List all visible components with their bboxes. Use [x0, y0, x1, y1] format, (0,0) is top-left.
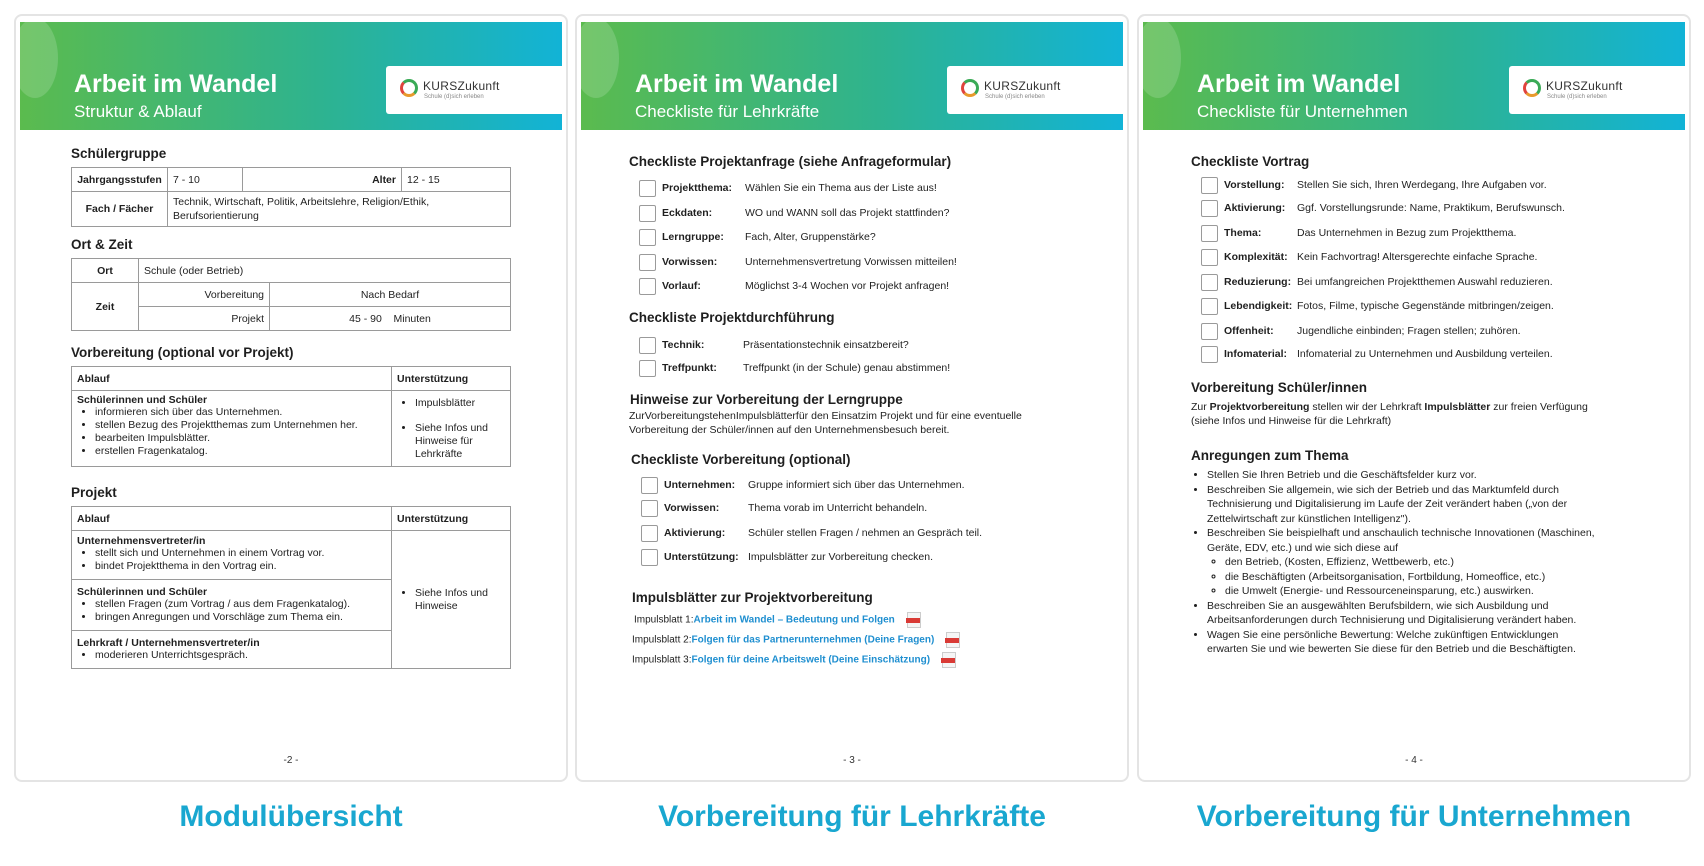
caption-lehrkraefte: Vorbereitung für Lehrkräfte	[658, 800, 1046, 833]
list-item: • moderieren Unterrichtsgespräch.	[95, 649, 386, 662]
page-title: Arbeit im Wandel	[1197, 70, 1401, 98]
kurszukunft-logo	[1509, 66, 1685, 114]
checklist-item[interactable]	[629, 202, 949, 224]
checklist-item[interactable]	[1191, 295, 1554, 317]
list-item	[1207, 526, 1601, 599]
pdf-icon[interactable]	[907, 612, 921, 628]
checklist-key: Unternehmen:	[664, 479, 736, 491]
pdf-icon[interactable]	[942, 652, 956, 668]
impuls-item	[632, 632, 960, 648]
list-item: • Beschreiben Sie allgemein, wie sich der Betrieb und das Marktumfeld durch Technisierung und Digitalisierung im Laufe der Zeit verändert haben („von der Zettelwirtschaft zur künstlichen Intelligenz").	[1207, 483, 1601, 527]
section-heading: Schülergruppe	[71, 146, 167, 161]
checkbox[interactable]	[641, 549, 658, 566]
checklist-value: Unternehmensvertretung Vorwissen mitteilen!	[745, 256, 957, 268]
section-heading: Checkliste Vorbereitung (optional)	[631, 452, 851, 467]
text-run-bold: Projektvorbereitung	[1209, 401, 1310, 413]
checkbox[interactable]	[639, 337, 656, 354]
logo-tagline: Schule (d)sich erleben	[424, 94, 484, 100]
list-item: • bearbeiten Impulsblätter.	[95, 432, 386, 445]
vorbereitung-text	[1191, 400, 1601, 428]
checkbox[interactable]	[1201, 225, 1218, 242]
checklist-item[interactable]	[629, 177, 937, 199]
table-header: Ablauf	[72, 507, 392, 531]
support-list	[397, 397, 505, 461]
page-banner	[1143, 22, 1685, 130]
checkbox[interactable]	[639, 254, 656, 271]
list-item: • erstellen Fragenkatalog.	[95, 445, 386, 458]
ablauf-cell	[72, 531, 392, 669]
table-label: Zeit	[72, 283, 139, 331]
checklist-value: Schüler stellen Fragen / nehmen an Gespräch teil.	[748, 527, 983, 539]
table-label: Ort	[72, 259, 139, 283]
page-banner	[581, 22, 1123, 130]
logo-name: KURSZukunft	[984, 79, 1061, 93]
checklist-value: Gruppe informiert sich über das Unternehmen.	[748, 479, 965, 491]
checkbox[interactable]	[1201, 249, 1218, 266]
schuelergruppe-table	[71, 167, 511, 227]
sub-list-item: ◦ den Betrieb, (Kosten, Effizienz, Wettbewerb, etc.)	[1225, 555, 1601, 570]
checklist-key: Reduzierung:	[1224, 276, 1292, 288]
checkbox[interactable]	[641, 477, 658, 494]
checklist-value: Impulsblätter zur Vorbereitung checken.	[748, 551, 934, 563]
checklist-key: Unterstützung:	[664, 551, 739, 563]
checkbox[interactable]	[1201, 177, 1218, 194]
checklist-key: Komplexität:	[1224, 251, 1288, 263]
section-heading: Ort & Zeit	[71, 237, 133, 252]
checklist-value: Möglichst 3-4 Wochen vor Projekt anfragen!	[745, 280, 950, 292]
document-page-2	[14, 14, 568, 782]
table-value: Schule (oder Betrieb)	[139, 259, 511, 283]
checklist-item[interactable]	[629, 334, 909, 356]
checklist-value: Treffpunkt (in der Schule) genau abstimmen!	[743, 362, 951, 374]
checklist-value: Wählen Sie ein Thema aus der Liste aus!	[745, 182, 937, 194]
page-content	[71, 132, 511, 669]
checkbox[interactable]	[639, 205, 656, 222]
checkbox[interactable]	[1201, 274, 1218, 291]
checklist-key: Aktivierung:	[1224, 202, 1286, 214]
table-value: 7 - 10	[168, 168, 243, 192]
impuls-link[interactable]: Folgen für deine Arbeitswelt (Deine Einschätzung)	[691, 654, 931, 666]
checklist-key: Thema:	[1224, 227, 1262, 239]
page-title: Arbeit im Wandel	[74, 70, 278, 98]
checklist-key: Projektthema:	[662, 182, 733, 194]
text-run: stellen wir der Lehrkraft	[1309, 401, 1425, 413]
checklist-key: Treffpunkt:	[662, 362, 717, 374]
checkbox[interactable]	[1201, 323, 1218, 340]
checkbox[interactable]	[1201, 298, 1218, 315]
page-subtitle: Struktur & Ablauf	[74, 102, 202, 121]
checklist-value: Thema vorab im Unterricht behandeln.	[748, 502, 928, 514]
page-number: -2 -	[283, 755, 299, 766]
support-list	[397, 587, 505, 613]
group-label: Unternehmensvertreter/in	[77, 535, 206, 547]
logo-ring-icon	[1523, 79, 1541, 97]
checklist-item[interactable]	[629, 251, 957, 273]
list-item: • informieren sich über das Unternehmen.	[95, 406, 386, 419]
impuls-label: Impulsblatt 2:	[632, 634, 692, 646]
checklist-item[interactable]	[1191, 246, 1537, 268]
sub-list-item: ◦ die Beschäftigten (Arbeitsorganisation, Fortbildung, Homeoffice, etc.)	[1225, 570, 1601, 585]
checklist-item[interactable]	[629, 357, 950, 379]
banner-decoration	[1143, 22, 1181, 98]
checklist-value: Fotos, Filme, typische Gegenstände mitbringen/zeigen.	[1297, 300, 1554, 312]
list-item: • stellen Bezug des Projektthemas zum Unternehmen her.	[95, 419, 386, 432]
table-label: Projekt	[139, 307, 270, 331]
logo-name: KURSZukunft	[1546, 79, 1623, 93]
table-header: Unterstützung	[392, 507, 511, 531]
list-item: • Beschreiben Sie an ausgewählten Berufsbildern, wie sich Ausbildung und Arbeitsanforderungen durch Technisierung und Digitalisierung verändert haben.	[1207, 599, 1601, 628]
table-label: Vorbereitung	[139, 283, 270, 307]
table-value: 45 - 90 Minuten	[270, 307, 511, 331]
caption-unternehmen: Vorbereitung für Unternehmen	[1196, 800, 1632, 833]
checklist-value: Bei umfangreichen Projektthemen Auswahl reduzieren.	[1297, 276, 1553, 288]
checklist-item[interactable]	[1191, 222, 1516, 244]
checklist-item[interactable]	[1191, 343, 1553, 365]
checkbox[interactable]	[639, 360, 656, 377]
section-heading: Vorbereitung (optional vor Projekt)	[71, 345, 294, 360]
page-number: - 4 -	[1405, 755, 1423, 766]
checkbox[interactable]	[641, 500, 658, 517]
support-cell	[392, 391, 511, 467]
projekt-table	[71, 506, 511, 669]
list-item: • bringen Anregungen und Vorschläge zum Thema ein.	[95, 611, 386, 624]
support-cell	[392, 531, 511, 669]
banner-decoration	[581, 22, 619, 98]
impuls-item	[634, 612, 921, 628]
logo-tagline: Schule (d)sich erleben	[985, 94, 1045, 100]
sub-list-item: ◦ die Umwelt (Energie- und Ressourceneinsparung, etc.) auswirken.	[1225, 584, 1601, 599]
section-heading: Anregungen zum Thema	[1191, 448, 1349, 463]
table-header: Ablauf	[72, 367, 392, 391]
impuls-item	[632, 652, 956, 668]
page-number: - 3 -	[843, 755, 861, 766]
table-label: Fach / Fächer	[72, 192, 168, 227]
caption-moduluebersicht: Modulübersicht	[179, 800, 403, 833]
checklist-key: Lerngruppe:	[662, 231, 724, 243]
checklist-value: Fach, Alter, Gruppenstärke?	[745, 231, 876, 243]
checkbox[interactable]	[639, 180, 656, 197]
checklist-key: Vorwissen:	[662, 256, 718, 268]
section-heading: Hinweise zur Vorbereitung der Lerngruppe	[630, 392, 903, 407]
checklist-item[interactable]	[1191, 197, 1565, 219]
checklist-item[interactable]	[1191, 271, 1553, 293]
section-heading: Impulsblätter zur Projektvorbereitung	[632, 590, 873, 605]
list-item: • stellen Fragen (zum Vortrag / aus dem Fragenkatalog).	[95, 598, 386, 611]
table-value: 12 - 15	[402, 168, 511, 192]
page-subtitle: Checkliste für Lehrkräfte	[635, 102, 820, 121]
list-item-text: Beschreiben Sie beispielhaft und anschaulich technische Innovationen (Maschinen, Geräte, EDV, etc.) und wie sich diese auf	[1207, 527, 1595, 554]
section-heading: Checkliste Vortrag	[1191, 154, 1310, 169]
logo-ring-icon	[400, 79, 418, 97]
vorbereitung-table	[71, 366, 511, 467]
impuls-link[interactable]: Arbeit im Wandel – Bedeutung und Folgen	[693, 614, 895, 626]
checklist-value: Ggf. Vorstellungsrunde: Name, Praktikum, Berufswunsch.	[1297, 202, 1565, 214]
group-label: Schülerinnen und Schüler	[77, 394, 208, 406]
checklist-item[interactable]	[629, 275, 949, 297]
banner-decoration	[20, 22, 58, 98]
table-value: Technik, Wirtschaft, Politik, Arbeitslehre, Religion/Ethik, Berufsorientierung	[168, 192, 511, 227]
text-run: zur freien Verfügung (siehe Infos und Hinweise für die Lehrkraft)	[1191, 401, 1588, 427]
checklist-item[interactable]	[1191, 174, 1547, 196]
checklist-item[interactable]	[631, 522, 982, 544]
ort-zeit-table	[71, 258, 511, 331]
impuls-label: Impulsblatt 3:	[632, 654, 692, 666]
checklist-value: Jugendliche einbinden; Fragen stellen; zuhören.	[1297, 325, 1521, 337]
checklist-key: Infomaterial:	[1224, 348, 1288, 360]
checklist-value: Präsentationstechnik einsatzbereit?	[743, 339, 909, 351]
checklist-value: WO und WANN soll das Projekt stattfinden?	[745, 207, 950, 219]
checklist-key: Offenheit:	[1224, 325, 1274, 337]
checklist-key: Aktivierung:	[664, 527, 726, 539]
table-label: Jahrgangsstufen	[72, 168, 168, 192]
list-item: • Siehe Infos und Hinweise für Lehrkräfte	[415, 422, 505, 461]
group-label: Schülerinnen und Schüler	[77, 586, 208, 598]
text-run-bold: Impulsblätter	[1424, 401, 1491, 413]
page-title: Arbeit im Wandel	[635, 70, 839, 98]
ablauf-list	[77, 547, 386, 573]
checkbox[interactable]	[1201, 346, 1218, 363]
page-banner	[20, 22, 562, 130]
table-label: Alter	[243, 168, 402, 192]
list-item: • bindet Projektthema in den Vortrag ein.	[95, 560, 386, 573]
group-label: Lehrkraft / Unternehmensvertreter/in	[77, 637, 260, 649]
document-page-3	[575, 14, 1129, 782]
logo-tagline: Schule (d)sich erleben	[1547, 94, 1607, 100]
checklist-key: Vorwissen:	[664, 502, 720, 514]
section-heading: Checkliste Projektanfrage (siehe Anfrageformular)	[629, 154, 952, 169]
kurszukunft-logo	[386, 66, 562, 114]
logo-name: KURSZukunft	[423, 79, 500, 93]
checkbox[interactable]	[641, 525, 658, 542]
logo-ring-icon	[961, 79, 979, 97]
section-heading: Projekt	[71, 485, 117, 500]
ablauf-cell	[72, 391, 392, 467]
page-subtitle: Checkliste für Unternehmen	[1197, 102, 1408, 121]
checklist-value: Das Unternehmen in Bezug zum Projektthema.	[1297, 227, 1517, 239]
checklist-key: Vorstellung:	[1224, 179, 1285, 191]
checkbox[interactable]	[639, 278, 656, 295]
ablauf-list	[77, 598, 386, 624]
hinweise-text: ZurVorbereitungstehenImpulsblätterfür den Einsatzim Projekt und für eine eventuelle Vorbereitung der Schüler/innen auf den Unternehmensbesuch bereit.	[629, 410, 1022, 436]
table-value: Nach Bedarf	[270, 283, 511, 307]
text-run: Zur	[1191, 401, 1210, 413]
impuls-label: Impulsblatt 1:	[634, 614, 694, 626]
checklist-item[interactable]	[631, 497, 927, 519]
checklist-key: Vorlauf:	[662, 280, 701, 292]
checklist-value: Kein Fachvortrag! Altersgerechte einfache Sprache.	[1297, 251, 1538, 263]
list-item: • Wagen Sie eine persönliche Bewertung: Welche zukünftigen Entwicklungen erwarten Sie und wie bewerten Sie diese für den Betrieb und die Beschäftigten.	[1207, 628, 1601, 657]
pdf-icon[interactable]	[946, 632, 960, 648]
checklist-key: Lebendigkeit:	[1224, 300, 1293, 312]
section-heading: Vorbereitung Schüler/innen	[1191, 380, 1368, 395]
ablauf-list	[77, 406, 386, 458]
checklist-value: Stellen Sie sich, Ihren Werdegang, Ihre Aufgaben vor.	[1297, 179, 1547, 191]
impuls-link[interactable]: Folgen für das Partnerunternehmen (Deine Fragen)	[691, 634, 935, 646]
checklist-value: Infomaterial zu Unternehmen und Ausbildung verteilen.	[1297, 348, 1553, 360]
checklist-item[interactable]	[631, 474, 965, 496]
section-heading: Checkliste Projektdurchführung	[629, 310, 835, 325]
anregungen-list	[1191, 468, 1601, 657]
checkbox[interactable]	[1201, 200, 1218, 217]
checklist-key: Technik:	[662, 339, 705, 351]
list-item: • Siehe Infos und Hinweise	[415, 587, 505, 613]
checklist-item[interactable]	[629, 226, 876, 248]
ablauf-list	[77, 649, 386, 662]
list-item: • stellt sich und Unternehmen in einem Vortrag vor.	[95, 547, 386, 560]
table-header: Unterstützung	[392, 367, 511, 391]
checklist-key: Eckdaten:	[662, 207, 713, 219]
list-item: • Impulsblätter	[415, 397, 505, 410]
checklist-item[interactable]	[631, 546, 933, 568]
checklist-item[interactable]	[1191, 320, 1521, 342]
list-item: • Stellen Sie Ihren Betrieb und die Geschäftsfelder kurz vor.	[1207, 468, 1601, 483]
checkbox[interactable]	[639, 229, 656, 246]
kurszukunft-logo	[947, 66, 1123, 114]
document-page-4	[1137, 14, 1691, 782]
